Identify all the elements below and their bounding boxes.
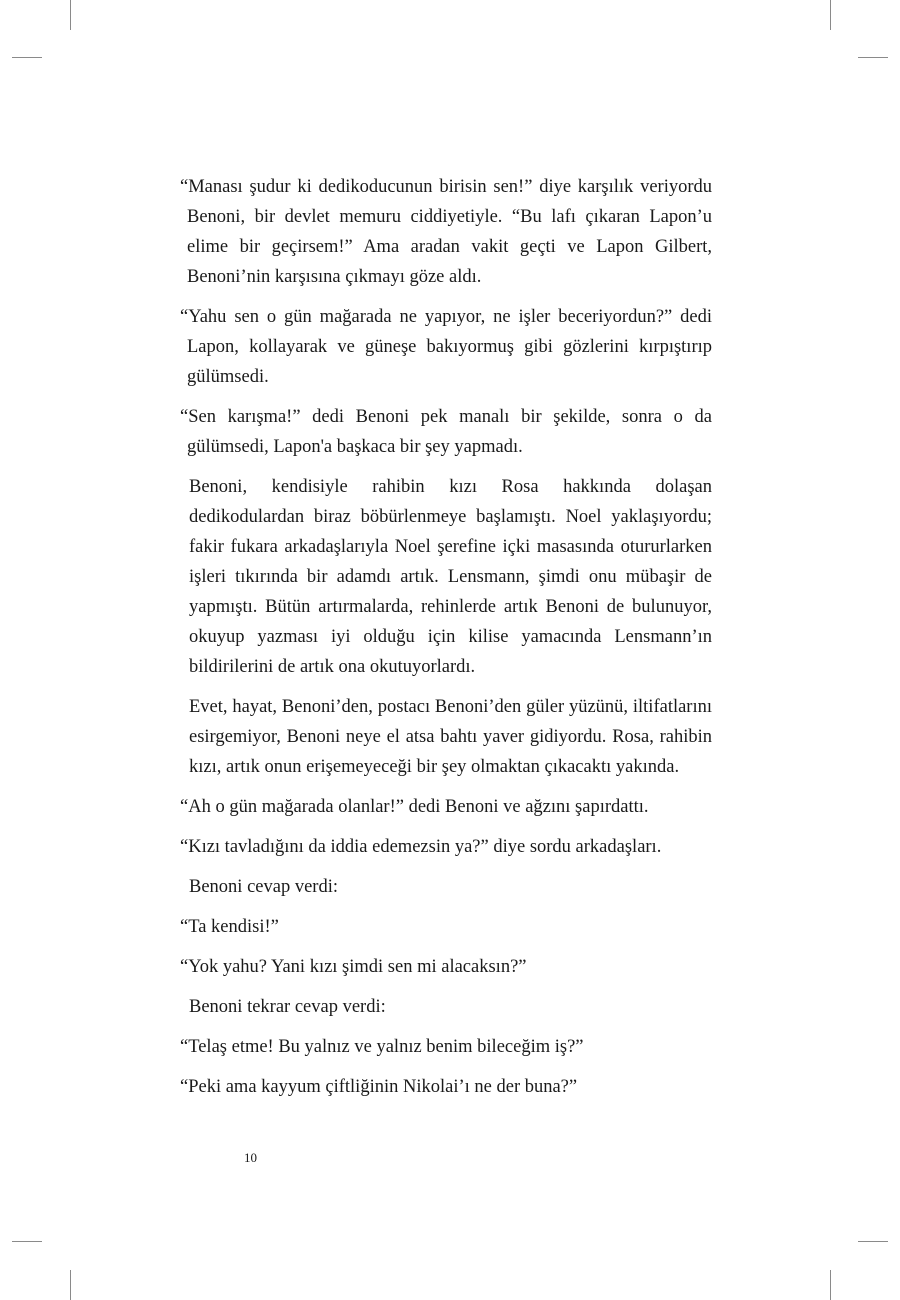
paragraph: Evet, hayat, Benoni’den, postacı Benoni’den güler yüzünü, iltifatlarını esirgemiyor, Benoni neye el atsa bahtı yaver gidiyordu. Rosa, rahibin kızı, artık onun erişemeyeceği bir şey olmaktan çıkacaktı yakında. (189, 697, 712, 777)
paragraph: “Yok yahu? Yani kızı şimdi sen mi alacaksın?” (180, 957, 527, 977)
crop-mark-bottom-right (830, 1270, 831, 1300)
page-number: 10 (244, 1150, 257, 1165)
paragraph: “Ta kendisi!” (180, 917, 279, 937)
paragraph: Benoni, kendisiyle rahibin kızı Rosa hakkında dolaşan dedikodulardan biraz böbürlenmeye başlamıştı. Noel yaklaşıyordu; fakir fukara arkadaşlarıyla Noel şerefine içki masasında otururlarken işleri tıkırında bir adamdı artık. Lensmann, şimdi onu mübaşir de yapmıştı. Bütün artırmalarda, rehinlerde artık Benoni de bulunuyor, okuyup yazması iyi olduğu için kilise yamacında Lensmann’ın bildirilerini de artık ona okutuyorlardı. (189, 477, 712, 677)
crop-mark-top-right-h (858, 57, 888, 58)
paragraph: “Sen karışma!” dedi Benoni pek manalı bir şekilde, sonra o da gülümsedi, Lapon'a başkaca bir şey yapmadı. (180, 407, 712, 457)
paragraph: “Ah o gün mağarada olanlar!” dedi Benoni ve ağzını şapırdattı. (180, 797, 649, 817)
crop-mark-top-left-h (12, 57, 42, 58)
paragraph: Benoni tekrar cevap verdi: (189, 997, 386, 1017)
paragraph: “Peki ama kayyum çiftliğinin Nikolai’ı ne der buna?” (180, 1077, 578, 1097)
paragraph: “Kızı tavladığını da iddia edemezsin ya?” diye sordu arkadaşları. (180, 837, 662, 857)
crop-mark-top-right (830, 0, 831, 30)
paragraph: “Yahu sen o gün mağarada ne yapıyor, ne işler beceriyordun?” dedi Lapon, kollayarak ve güneşe bakıyormuş gibi gözlerini kırpıştırıp gülümsedi. (180, 307, 712, 387)
body-text (180, 172, 712, 1112)
paragraph: Benoni cevap verdi: (189, 877, 338, 897)
crop-mark-bottom-left-h (12, 1241, 42, 1242)
paragraph: “Manası şudur ki dedikoducunun birisin sen!” diye karşılık veriyordu Benoni, bir devlet memuru ciddiyetiyle. “Bu lafı çıkaran Lapon’u elime bir geçirsem!” Ama aradan vakit geçti ve Lapon Gilbert, Benoni’nin karşısına çıkmayı göze aldı. (180, 177, 712, 287)
paragraph: “Telaş etme! Bu yalnız ve yalnız benim bileceğim iş?” (180, 1037, 584, 1057)
crop-mark-bottom-right-h (858, 1241, 888, 1242)
crop-mark-bottom-left (70, 1270, 71, 1300)
crop-mark-top-left (70, 0, 71, 30)
